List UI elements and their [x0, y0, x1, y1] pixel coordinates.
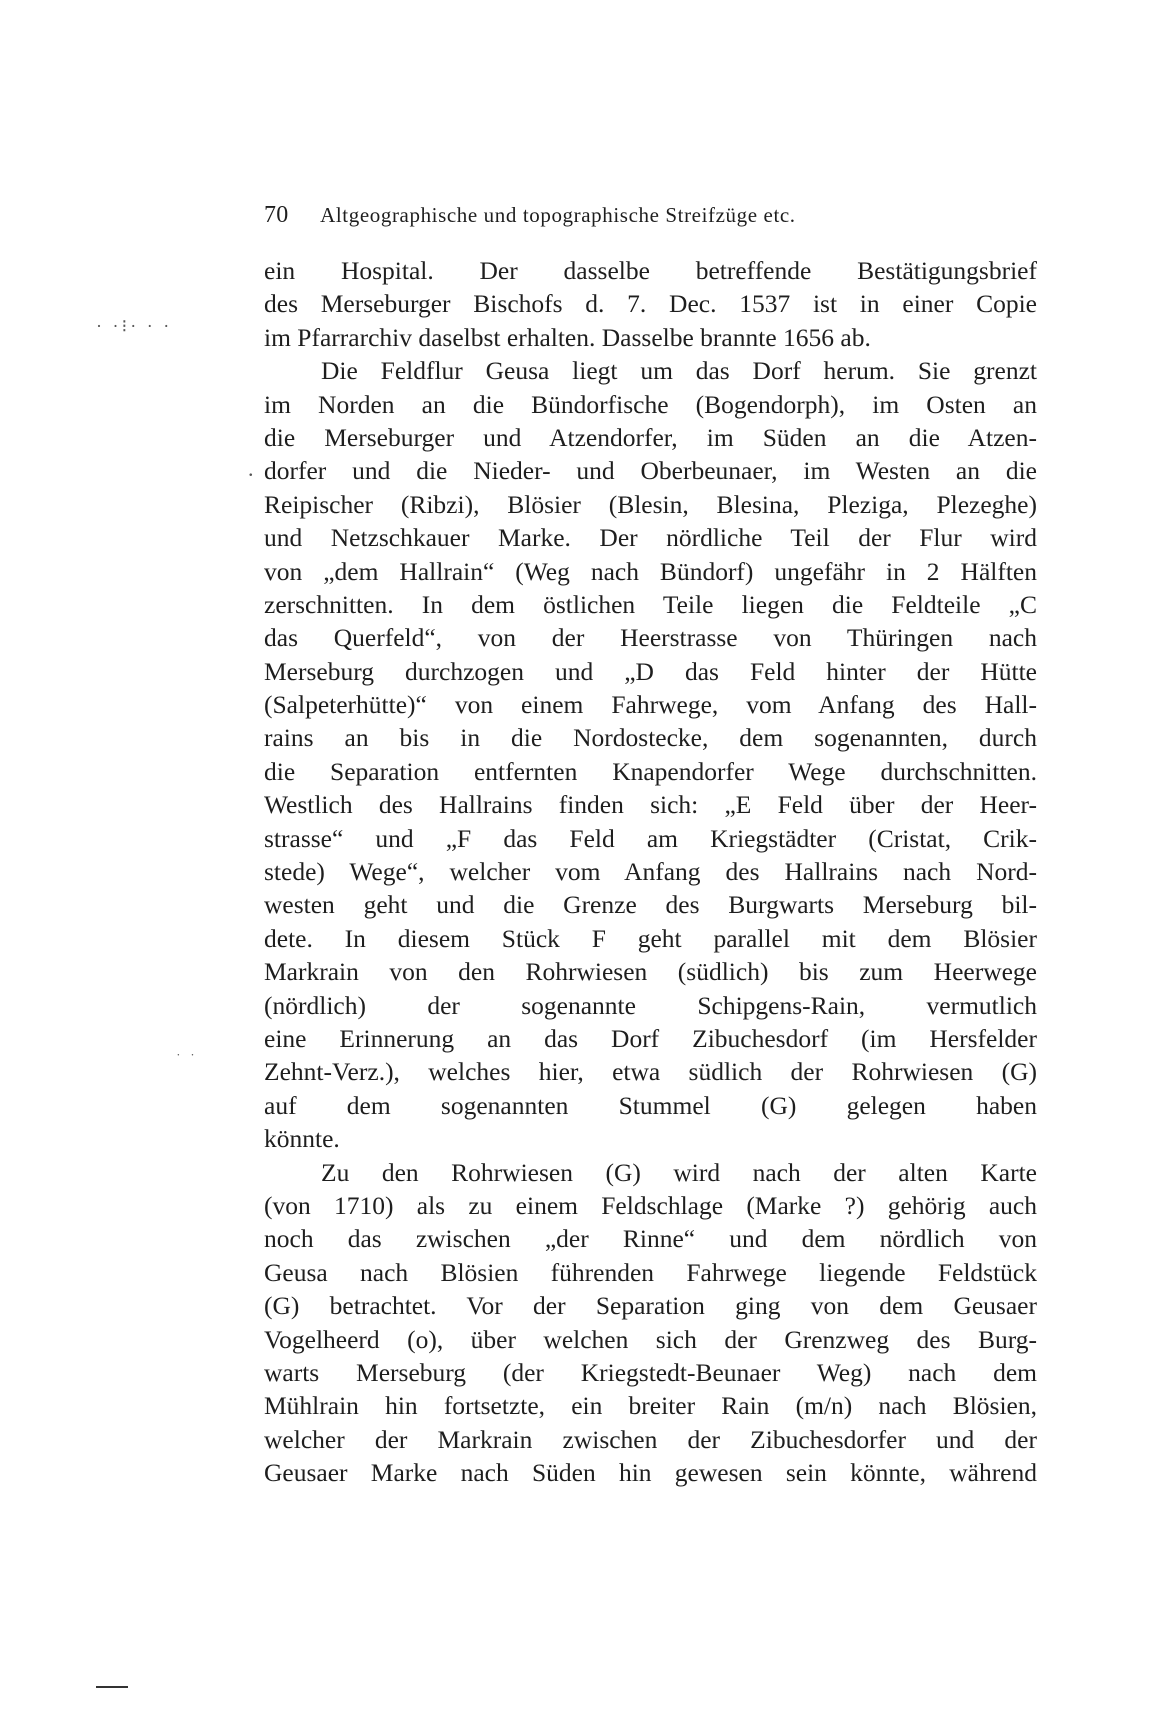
text-line: und Netzschkauer Marke. Der nördliche Teil der Flur wird — [264, 523, 1037, 553]
footer-rule — [96, 1686, 128, 1688]
text-line: Die Feldflur Geusa liegt um das Dorf herum. Sie grenzt — [321, 356, 1037, 386]
text-line: westen geht und die Grenze des Burgwarts Merseburg bil- — [264, 890, 1037, 920]
text-line: (nördlich) der sogenannte Schipgens-Rain, vermutlich — [264, 990, 1037, 1020]
text-line: dorfer und die Nieder- und Oberbeunaer, im Westen an die — [264, 456, 1037, 486]
margin-mark: . — [248, 456, 257, 481]
text-line: von „dem Hallrain“ (Weg nach Bündorf) ungefähr in 2 Hälften — [264, 556, 1037, 586]
text-line: zerschnitten. In dem östlichen Teile liegen die Feldteile „C — [264, 589, 1037, 619]
text-line: Vogelheerd (o), über welchen sich der Grenzweg des Burg- — [264, 1324, 1037, 1354]
text-line: welcher der Markrain zwischen der Zibuchesdorfer und der — [264, 1424, 1037, 1454]
text-line: noch das zwischen „der Rinne“ und dem nördlich von — [264, 1224, 1037, 1254]
text-line: dete. In diesem Stück F geht parallel mit dem Blösier — [264, 923, 1037, 953]
text-line: (von 1710) als zu einem Feldschlage (Marke ?) gehörig auch — [264, 1190, 1037, 1220]
text-line: Zehnt-Verz.), welches hier, etwa südlich der Rohrwiesen (G) — [264, 1057, 1037, 1087]
text-line: des Merseburger Bischofs d. 7. Dec. 1537 ist in einer Copie — [264, 289, 1037, 319]
text-line: Geusa nach Blösien führenden Fahrwege liegende Feldstück — [264, 1257, 1037, 1287]
text-line: (Salpeterhütte)“ von einem Fahrwege, vom Anfang des Hall- — [264, 690, 1037, 720]
text-line: Mühlrain hin fortsetzte, ein breiter Rain (m/n) nach Blösien, — [264, 1391, 1037, 1421]
text-line: auf dem sogenannten Stummel (G) gelegen haben — [264, 1090, 1037, 1120]
text-line: Markrain von den Rohrwiesen (südlich) bis zum Heerwege — [264, 957, 1037, 987]
text-line: Geusaer Marke nach Süden hin gewesen sein könnte, während — [264, 1458, 1037, 1488]
text-line: eine Erinnerung an das Dorf Zibuchesdorf (im Hersfelder — [264, 1023, 1037, 1053]
text-line: Zu den Rohrwiesen (G) wird nach der alten Karte — [321, 1157, 1037, 1187]
text-line: (G) betrachtet. Vor der Separation ging von dem Geusaer — [264, 1291, 1037, 1321]
running-title: Altgeographische und topographische Streifzüge etc. — [320, 203, 796, 227]
text-line: die Separation entfernten Knapendorfer Wege durchschnitten. — [264, 756, 1037, 786]
text-line: Merseburg durchzogen und „D das Feld hinter der Hütte — [264, 656, 1037, 686]
text-line: das Querfeld“, von der Heerstrasse von Thüringen nach — [264, 623, 1037, 653]
text-line: die Merseburger und Atzendorfer, im Süden an die Atzen- — [264, 422, 1037, 452]
text-line: ein Hospital. Der dasselbe betreffende Bestätigungsbrief — [264, 256, 1037, 285]
margin-mark: · ·⁝· · · — [96, 316, 173, 336]
text-line: im Pfarrarchiv daselbst erhalten. Dasselbe brannte 1656 ab. — [264, 322, 871, 352]
page-number: 70 — [264, 202, 289, 228]
text-line: könnte. — [264, 1124, 340, 1154]
text-line: Reipischer (Ribzi), Blösier (Blesin, Blesina, Pleziga, Plezeghe) — [264, 489, 1037, 519]
text-line: im Norden an die Bündorfische (Bogendorph), im Osten an — [264, 389, 1037, 419]
body-text — [264, 254, 1037, 1489]
text-line: stede) Wege“, welcher vom Anfang des Hallrains nach Nord- — [264, 857, 1037, 887]
margin-mark: ˙ ˙ — [176, 1052, 198, 1067]
text-line: rains an bis in die Nordostecke, dem sogenannten, durch — [264, 723, 1037, 753]
text-line: strasse“ und „F das Feld am Kriegstädter (Cristat, Crik- — [264, 823, 1037, 853]
text-line: Westlich des Hallrains finden sich: „E Feld über der Heer- — [264, 790, 1037, 820]
running-head — [264, 202, 1044, 229]
text-line: warts Merseburg (der Kriegstedt-Beunaer Weg) nach dem — [264, 1357, 1037, 1387]
